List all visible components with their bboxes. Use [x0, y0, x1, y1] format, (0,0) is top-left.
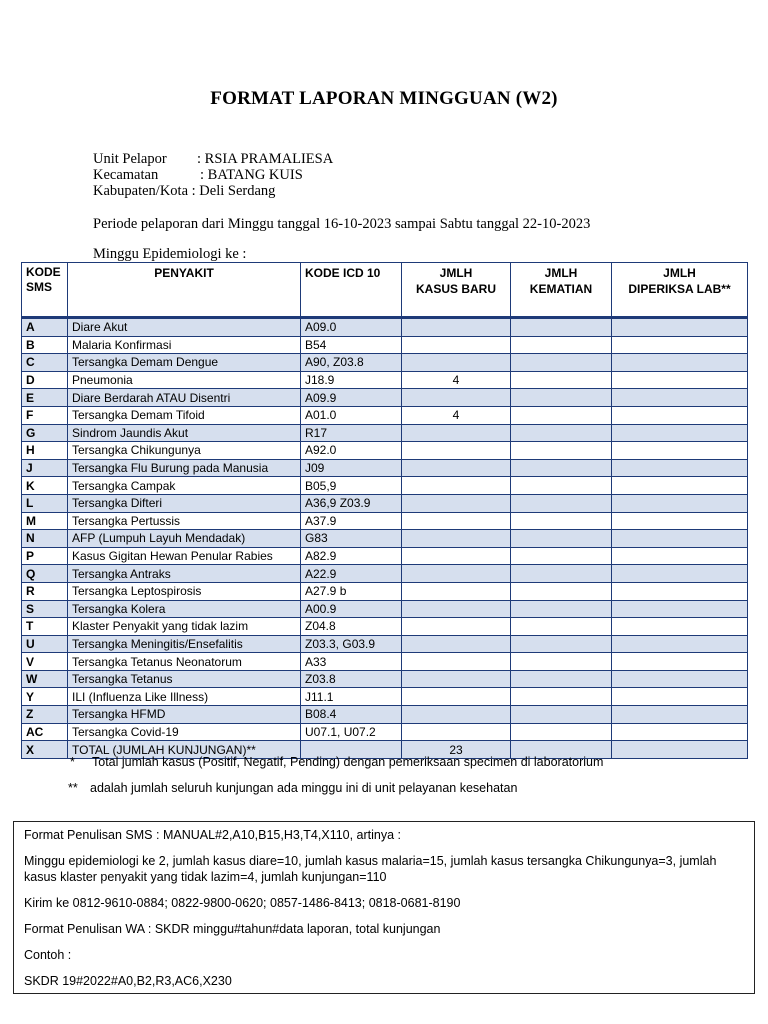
lab-examined-cell — [612, 389, 748, 407]
header-lab — [612, 263, 748, 318]
unit-pelapor-label: Unit Pelapor — [93, 151, 167, 167]
lab-examined-cell — [612, 741, 748, 759]
sms-format-explanation: Minggu epidemiologi ke 2, jumlah kasus diare=10, jumlah kasus malaria=15, jumlah kasus tersangka Chikungunya=3, jumlah kasus klaster penyakit yang tidak lazim=4, jumlah kunjungan=110 — [24, 854, 717, 884]
table-row — [22, 723, 748, 741]
sms-code-cell: M — [22, 512, 68, 530]
disease-name-cell: Tersangka Pertussis — [68, 512, 301, 530]
lab-examined-cell — [612, 618, 748, 636]
new-cases-cell — [402, 653, 511, 671]
disease-name-cell: Tersangka HFMD — [68, 706, 301, 724]
new-cases-cell — [402, 723, 511, 741]
disease-name-cell: Sindrom Jaundis Akut — [68, 424, 301, 442]
table-row — [22, 424, 748, 442]
deaths-cell — [511, 512, 612, 530]
header-lab-line1: JMLH — [663, 266, 696, 280]
icd-code-cell: B05,9 — [301, 477, 402, 495]
icd-code-cell: J11.1 — [301, 688, 402, 706]
disease-name-cell: Kasus Gigitan Hewan Penular Rabies — [68, 547, 301, 565]
icd-code-cell: R17 — [301, 424, 402, 442]
kecamatan-value: : BATANG KUIS — [200, 167, 303, 183]
disease-name-cell: TOTAL (JUMLAH KUNJUNGAN)** — [68, 741, 301, 759]
deaths-cell — [511, 494, 612, 512]
reporting-period: Periode pelaporan dari Minggu tanggal 16-10-2023 sampai Sabtu tanggal 22-10-2023 — [93, 216, 591, 232]
example-value: SKDR 19#2022#A0,B2,R3,AC6,X230 — [24, 974, 232, 988]
table-row — [22, 582, 748, 600]
new-cases-cell — [402, 318, 511, 337]
footnote-mark: ** — [68, 781, 78, 795]
table-row — [22, 688, 748, 706]
table-row — [22, 512, 748, 530]
send-to-numbers: Kirim ke 0812-9610-0884; 0822-9800-0620; 0857-1486-8413; 0818-0681-8190 — [24, 896, 461, 910]
deaths-cell — [511, 600, 612, 618]
icd-code-cell: J18.9 — [301, 371, 402, 389]
icd-code-cell: A37.9 — [301, 512, 402, 530]
sms-code-cell: U — [22, 635, 68, 653]
new-cases-cell — [402, 424, 511, 442]
sms-code-cell: D — [22, 371, 68, 389]
new-cases-cell: 23 — [402, 741, 511, 759]
new-cases-cell — [402, 389, 511, 407]
disease-name-cell: Tersangka Demam Tifoid — [68, 406, 301, 424]
new-cases-cell — [402, 635, 511, 653]
disease-name-cell: Tersangka Antraks — [68, 565, 301, 583]
table-row — [22, 547, 748, 565]
new-cases-cell — [402, 618, 511, 636]
lab-examined-cell — [612, 670, 748, 688]
lab-examined-cell — [612, 582, 748, 600]
table-row — [22, 635, 748, 653]
lab-examined-cell — [612, 442, 748, 460]
disease-name-cell: Tersangka Kolera — [68, 600, 301, 618]
sms-code-cell: R — [22, 582, 68, 600]
sms-code-cell: J — [22, 459, 68, 477]
sms-code-cell: B — [22, 336, 68, 354]
table-row — [22, 565, 748, 583]
kabupaten-row: Kabupaten/Kota : Deli Serdang — [93, 183, 276, 199]
lab-examined-cell — [612, 723, 748, 741]
example-label: Contoh : — [24, 948, 72, 962]
sms-code-cell: L — [22, 494, 68, 512]
sms-code-cell: C — [22, 354, 68, 372]
disease-name-cell: Tersangka Chikungunya — [68, 442, 301, 460]
disease-name-cell: Tersangka Difteri — [68, 494, 301, 512]
icd-code-cell: B08.4 — [301, 706, 402, 724]
footnote-text: adalah jumlah seluruh kunjungan ada minggu ini di unit pelayanan kesehatan — [90, 781, 518, 795]
icd-code-cell: Z03.3, G03.9 — [301, 635, 402, 653]
lab-examined-cell — [612, 547, 748, 565]
deaths-cell — [511, 371, 612, 389]
new-cases-cell — [402, 477, 511, 495]
table-row — [22, 442, 748, 460]
new-cases-cell: 4 — [402, 371, 511, 389]
new-cases-cell — [402, 442, 511, 460]
table-body — [22, 318, 748, 759]
disease-name-cell: Tersangka Tetanus Neonatorum — [68, 653, 301, 671]
lab-examined-cell — [612, 318, 748, 337]
icd-code-cell: A82.9 — [301, 547, 402, 565]
table-row — [22, 406, 748, 424]
epi-week-label: Minggu Epidemiologi ke : — [93, 246, 247, 262]
header-kasus-baru-line1: JMLH — [439, 266, 473, 280]
disease-name-cell: Tersangka Tetanus — [68, 670, 301, 688]
sms-code-cell: E — [22, 389, 68, 407]
sms-code-cell: F — [22, 406, 68, 424]
table-row — [22, 371, 748, 389]
lab-examined-cell — [612, 565, 748, 583]
lab-examined-cell — [612, 477, 748, 495]
new-cases-cell — [402, 494, 511, 512]
deaths-cell — [511, 318, 612, 337]
footnote-single-star — [70, 755, 603, 769]
new-cases-cell — [402, 688, 511, 706]
sms-code-cell: P — [22, 547, 68, 565]
lab-examined-cell — [612, 706, 748, 724]
sms-instructions-box — [13, 821, 755, 994]
deaths-cell — [511, 389, 612, 407]
disease-name-cell: Diare Akut — [68, 318, 301, 337]
icd-code-cell: Z03.8 — [301, 670, 402, 688]
icd-code-cell: J09 — [301, 459, 402, 477]
table-row — [22, 530, 748, 548]
icd-code-cell: A09.9 — [301, 389, 402, 407]
wa-format-line: Format Penulisan WA : SKDR minggu#tahun#data laporan, total kunjungan — [24, 922, 441, 936]
disease-name-cell: Tersangka Meningitis/Ensefalitis — [68, 635, 301, 653]
icd-code-cell: A92.0 — [301, 442, 402, 460]
table-row — [22, 459, 748, 477]
new-cases-cell — [402, 354, 511, 372]
deaths-cell — [511, 653, 612, 671]
new-cases-cell — [402, 706, 511, 724]
footnote-text: Total jumlah kasus (Positif, Negatif, Pending) dengan pemeriksaan specimen di laboratorium — [92, 755, 604, 769]
deaths-cell — [511, 688, 612, 706]
table-row — [22, 494, 748, 512]
disease-name-cell: Tersangka Campak — [68, 477, 301, 495]
header-penyakit: PENYAKIT — [68, 263, 301, 318]
deaths-cell — [511, 547, 612, 565]
icd-code-cell: A27.9 b — [301, 582, 402, 600]
deaths-cell — [511, 723, 612, 741]
disease-name-cell: Malaria Konfirmasi — [68, 336, 301, 354]
footnote-double-star — [68, 781, 517, 795]
table-row — [22, 706, 748, 724]
icd-code-cell: G83 — [301, 530, 402, 548]
table-row — [22, 336, 748, 354]
sms-code-cell: G — [22, 424, 68, 442]
deaths-cell — [511, 477, 612, 495]
table-row — [22, 318, 748, 337]
icd-code-cell: A00.9 — [301, 600, 402, 618]
table-row — [22, 653, 748, 671]
icd-code-cell: Z04.8 — [301, 618, 402, 636]
deaths-cell — [511, 635, 612, 653]
new-cases-cell — [402, 582, 511, 600]
header-icd: KODE ICD 10 — [301, 263, 402, 318]
unit-pelapor-value: : RSIA PRAMALIESA — [197, 151, 334, 167]
lab-examined-cell — [612, 354, 748, 372]
lab-examined-cell — [612, 336, 748, 354]
lab-examined-cell — [612, 512, 748, 530]
sms-code-cell: A — [22, 318, 68, 337]
sms-code-cell: H — [22, 442, 68, 460]
new-cases-cell — [402, 600, 511, 618]
header-kematian-line2: KEMATIAN — [529, 282, 593, 296]
sms-code-cell: W — [22, 670, 68, 688]
lab-examined-cell — [612, 371, 748, 389]
table-row — [22, 354, 748, 372]
icd-code-cell: A90, Z03.8 — [301, 354, 402, 372]
new-cases-cell: 4 — [402, 406, 511, 424]
sms-format-line: Format Penulisan SMS : MANUAL#2,A10,B15,H3,T4,X110, artinya : — [24, 828, 402, 842]
icd-code-cell: B54 — [301, 336, 402, 354]
new-cases-cell — [402, 459, 511, 477]
disease-name-cell: Klaster Penyakit yang tidak lazim — [68, 618, 301, 636]
sms-code-cell: S — [22, 600, 68, 618]
new-cases-cell — [402, 530, 511, 548]
deaths-cell — [511, 406, 612, 424]
sms-code-cell: Q — [22, 565, 68, 583]
deaths-cell — [511, 565, 612, 583]
icd-code-cell: A33 — [301, 653, 402, 671]
sms-code-cell: X — [22, 741, 68, 759]
deaths-cell — [511, 442, 612, 460]
lab-examined-cell — [612, 406, 748, 424]
new-cases-cell — [402, 565, 511, 583]
header-kematian-line1: JMLH — [544, 266, 578, 280]
table-header-row — [22, 263, 748, 318]
icd-code-cell: A36,9 Z03.9 — [301, 494, 402, 512]
table-row — [22, 618, 748, 636]
table-row — [22, 477, 748, 495]
icd-code-cell: A22.9 — [301, 565, 402, 583]
disease-name-cell: Tersangka Leptospirosis — [68, 582, 301, 600]
icd-code-cell: U07.1, U07.2 — [301, 723, 402, 741]
icd-code-cell: A01.0 — [301, 406, 402, 424]
disease-name-cell: Diare Berdarah ATAU Disentri — [68, 389, 301, 407]
deaths-cell — [511, 618, 612, 636]
header-kode-sms: KODE SMS — [22, 263, 68, 318]
header-kematian — [511, 263, 612, 318]
deaths-cell — [511, 530, 612, 548]
sms-code-cell: T — [22, 618, 68, 636]
deaths-cell — [511, 706, 612, 724]
sms-code-cell: Z — [22, 706, 68, 724]
deaths-cell — [511, 582, 612, 600]
new-cases-cell — [402, 670, 511, 688]
table-row — [22, 600, 748, 618]
lab-examined-cell — [612, 600, 748, 618]
disease-name-cell: ILI (Influenza Like Illness) — [68, 688, 301, 706]
sms-code-cell: N — [22, 530, 68, 548]
table-row — [22, 670, 748, 688]
lab-examined-cell — [612, 494, 748, 512]
kecamatan-row — [93, 167, 303, 183]
deaths-cell — [511, 354, 612, 372]
lab-examined-cell — [612, 530, 748, 548]
icd-code-cell: A09.0 — [301, 318, 402, 337]
deaths-cell — [511, 424, 612, 442]
disease-name-cell: Pneumonia — [68, 371, 301, 389]
deaths-cell — [511, 459, 612, 477]
disease-name-cell: AFP (Lumpuh Layuh Mendadak) — [68, 530, 301, 548]
table-row — [22, 389, 748, 407]
new-cases-cell — [402, 512, 511, 530]
lab-examined-cell — [612, 459, 748, 477]
deaths-cell — [511, 336, 612, 354]
disease-name-cell: Tersangka Covid-19 — [68, 723, 301, 741]
lab-examined-cell — [612, 688, 748, 706]
disease-report-table — [21, 262, 748, 759]
report-title: FORMAT LAPORAN MINGGUAN (W2) — [210, 88, 558, 109]
header-lab-line2: DIPERIKSA LAB** — [628, 282, 731, 296]
new-cases-cell — [402, 547, 511, 565]
lab-examined-cell — [612, 653, 748, 671]
lab-examined-cell — [612, 635, 748, 653]
kecamatan-label: Kecamatan — [93, 167, 159, 183]
footnote-mark: * — [70, 755, 75, 769]
disease-name-cell: Tersangka Demam Dengue — [68, 354, 301, 372]
unit-pelapor-row — [93, 151, 333, 167]
sms-code-cell: Y — [22, 688, 68, 706]
header-kasus-baru-line2: KASUS BARU — [415, 282, 496, 296]
lab-examined-cell — [612, 424, 748, 442]
disease-name-cell: Tersangka Flu Burung pada Manusia — [68, 459, 301, 477]
sms-code-cell: V — [22, 653, 68, 671]
sms-code-cell: AC — [22, 723, 68, 741]
deaths-cell — [511, 670, 612, 688]
new-cases-cell — [402, 336, 511, 354]
header-kasus-baru — [402, 263, 511, 318]
sms-code-cell: K — [22, 477, 68, 495]
